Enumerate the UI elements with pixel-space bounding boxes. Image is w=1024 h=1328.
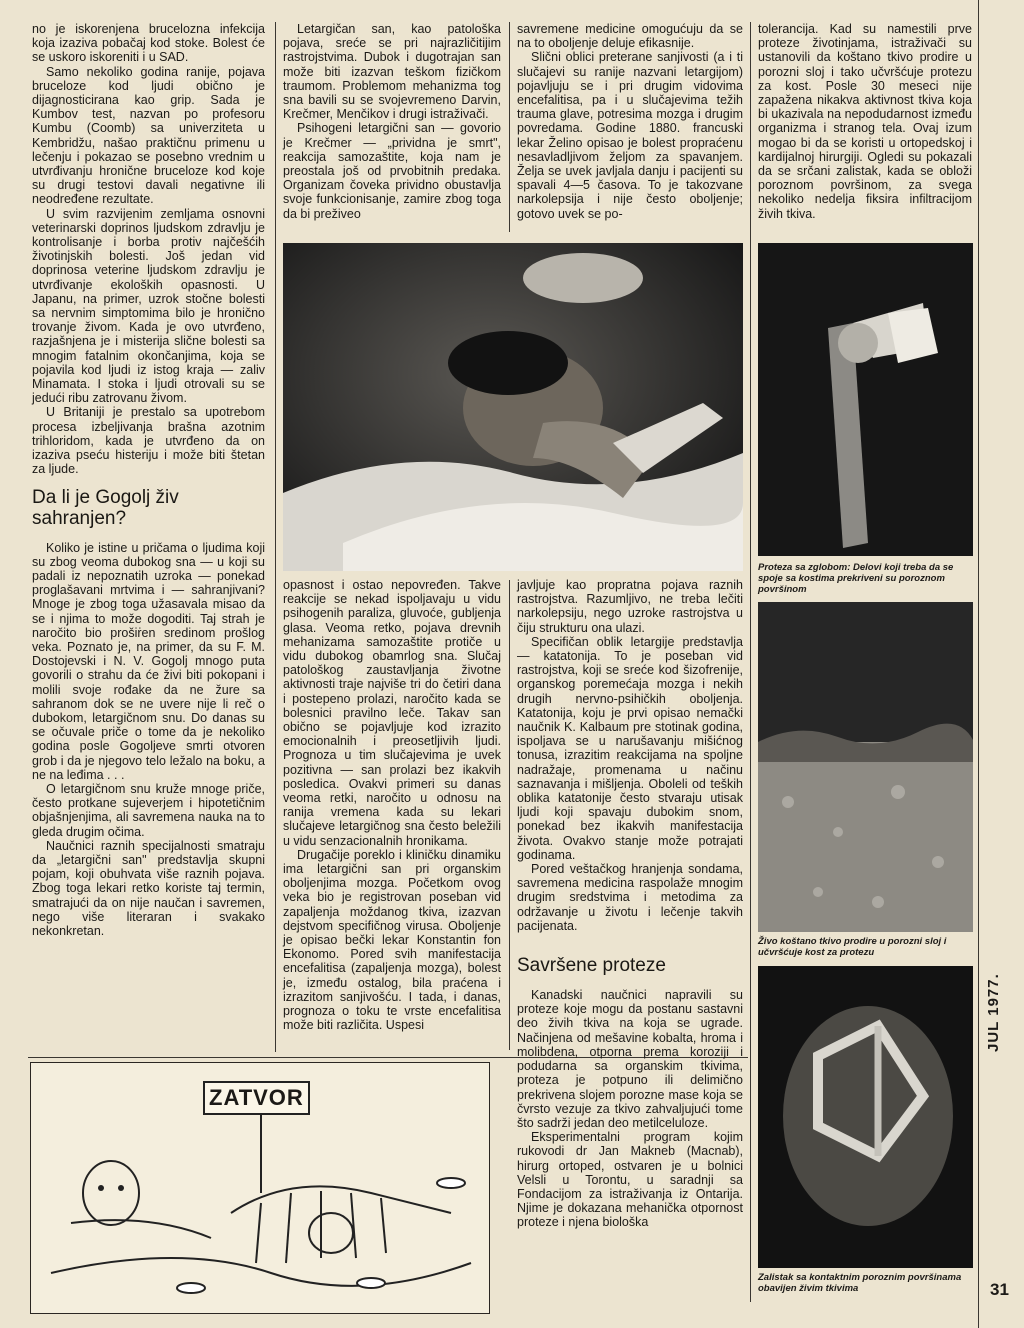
col3-paragraph: javljuje kao propratna pojava raznih rastrojstva. Razumljivo, ne treba lečiti narkolepsiju, nego uzroke rastrojstva u čiju strukturu ona ulazi.	[517, 578, 743, 635]
caption-3: Zalistak sa kontaktnim poroznim površinama obavijen živim tkivima	[758, 1272, 962, 1294]
col2-paragraph: Drugačije poreklo i kliničku dinamiku ima letargični san pri organskim oboljenjima mozga. Početkom ovog veka bio je registrovan poseban vid zapaljenja moždanog tkiva, izazvan dejstvom specifičnog virusa. Oboljenje je opisao bečki lekar Konstantin fon Ekonomo. Pored svih manifestacija encefalitisa (zapaljenja mozga), bolest je, između ostalog, bila praćena i izrazitom sanjivošću. I tada, i danas, prognoza o toku te vrste encefalitisa može biti različita. Uspesi	[283, 847, 501, 1033]
caption-2: Živo koštano tkivo prodire u porozni sloj i učvršćuje kost za protezu	[758, 936, 947, 958]
gogolj-heading: Da li je Gogolj živ sahranjen?	[32, 486, 179, 529]
page-number: 31	[990, 1280, 1009, 1299]
col2-paragraph: Psihogeni letargični san — govorio je Krečmer — „prividna je smrt", reakcija samozaštite, koja nam je preostala još od prvobitnih predaka. Organizam čoveka prividno obustavlja svoje funkcionisanje, zamire zbog toga da bi preživeo	[283, 121, 501, 221]
prosthesis-joint-photo	[758, 243, 973, 556]
column-3-bottom	[517, 578, 743, 1230]
issue-date: JUL 1977.	[985, 973, 1002, 1053]
page-edge-rule	[978, 0, 979, 1328]
column-2-top	[283, 22, 501, 221]
col3-paragraph: Eksperimentalni program kojim rukovodi dr Jan Makneb (Macnab), hirurg ortoped, ostvaren je u bolnici Velsli u Torontu, u saradnji sa Fondacijom za istraživanja iz Ontarija. Njime je dokazana mehanička otpornost proteze i njena biološka	[517, 1130, 743, 1230]
col2-paragraph: opasnost i ostao nepovređen. Takve reakcije se nekad ispoljavaju u vidu psihogenih paraliza, gluvoće, gubljenja glasa. Veoma retko, pojava drevnih mehanizama samozaštite protiče u vidu dubokog obamrlog sna. Slučaj patološkog zaustavljanja životne aktivnosti traje najviše tri do četiri dana i postepeno prolazi, naročito kada se bolesnici pravilno leče. Takav san obično se pojavljuje kod izrazito emocionalnih i preosetljivih ljudi. Prognoza u tim slučajevima je uvek pozitivna — san prolazi bez ikakvih posledica. Ovakvi primeri su danas veoma retki, naročito u odnosu na ranija vremena kada su lekari slučajeve letargičnog sna često beležili u vidu senzacionalnih hronikama.	[283, 578, 501, 848]
col3-paragraph: Pored veštačkog hranjenja sondama, savremena medicina raspolaže mnogim drugim sredstvima i metodima za održavanje u životu i lečenje takvih pacijenata.	[517, 862, 743, 933]
col2-paragraph: Letargičan san, kao patološka pojava, sreće se pri najrazličitijim rastrojstvima. Dubok i dugotrajan san može biti izazvan teškom fizičkom traumom. Problemom mehanizma tog sna bavili su se svojevremeno Darvin, Krečmer, Menčikov i drugi istraživači.	[283, 22, 501, 122]
col4-paragraph: tolerancija. Kad su namestili prve proteze životinjama, istraživači su ustanovili da koštano tkivo prodire u porozni sloj i tako učvršćuje protezu za kost. Posle 30 meseci nije zapažena nikakva aktivnost tkiva koja bi ukazivala na nepodudarnost između organizma i stranog tela. Ovaj izum mogao bi da se koristi u ortopedskoj i kardijalnoj hirurgiji. Ogledi su pokazali da se srčani zalistak, kada se obloži poroznom površinom, za svega nekoliko nedelja fiksira infiltracijom živih tkiva.	[758, 22, 972, 221]
proteze-heading: Savršene proteze	[517, 955, 666, 977]
zatvor-sign: ZATVOR	[203, 1081, 310, 1115]
col1-paragraph: U Britaniji je prestalo sa upotrebom procesa izbeljivanja brašna azotnim trihloridom, kada je utvrđeno da on izaziva pseću histeriju i može biti štetan za ljude.	[32, 405, 265, 477]
col1-paragraph: Koliko je istine u pričama o ljudima koji su zbog veoma dubokog sna — u koji su padali iz nepoznatih uzroka — ponekad proglašavani mrtvima i — sahranjivani? Mnoge je zbog toga užasavala misao da se i njima to može dogoditi. Taj strah je naročito bio prošiṙen sredinom prošlog veka. Poznato je, na primer, da su F. M. Dostojevski i N. V. Gogolj mnogo puta govorili o strahu da će živi biti pokopani i molili svoje rođake da ne žure sa sahranom dok se ne uvere nije li reč o dubokom, letargičnom snu. Do danas su se očuvale priče o tome da je nekoliko godina posle Gogoljeve smrti otvoren grob i da je njegovo telo ležalo na boku, a ne na leđima . . .	[32, 540, 265, 782]
col3-paragraph: Slični oblici preterane sanjivosti (a i ti slučajevi su ranije nazvani letargijom) pojavljuju se i pri drugim vidovima encefalitisa, pa i u slučajevima težih trauma glave, potresima mozga i drugim povredama. Godine 1880. francuski lekar Želino opisao je bolest propraćenu nesavladljivom željom za spavanjem. Želja se uvek javljala danju i pacijenti su spavali 4—5 časova. To je takozvane narkolepsija i nije često oboljenje; gotovo uvek se po-	[517, 50, 743, 221]
column-3-top	[517, 22, 743, 221]
column-2-bottom	[283, 578, 501, 1033]
sleeping-man-photo	[283, 243, 743, 571]
column-rule-2	[509, 22, 510, 232]
heart-valve-photo	[758, 966, 973, 1268]
col1-paragraph: U svim razvijenim zemljama osnovni veterinarski doprinos ljudskom zdravlju je kontrolisanje i borba protiv najčešćih životinjskih bolesti. Još jedan vid doprinosa veterine ljudskom zdravlju je utvrđivanje ekoloških opasnosti. U Japanu, na primer, uzrok stočne bolesti sa nervnim simptomima bilo je hronično trovanje živom. Kada je ovo utvrđeno, razjašnjena je i misterija slične bolesti sa mnogim fatalnim okončanjima, koja se pojavila kod ljudi iz istog kraja — zaliv Minamata. I stoka i ljudi otrovali su se jedući ribu zatrovanu živom.	[32, 206, 265, 406]
col1-paragraph: Samo nekoliko godina ranije, pojava bruceloze kod ljudi obično je dijagnosticirana kao grip. Sada je Kumbov test, nazvan po profesoru Kumbu (Coomb) sa univerziteta u Kembridžu, našao praktičnu primenu u lečenju i pokazao se posebno vrednim u utvrđivanju hronične bruceloze kod koje su drugi testovi davali negativne ili neodređene rezultate.	[32, 64, 265, 207]
caption-1: Proteza sa zglobom: Delovi koji treba da se spoje sa kostima prekriveni su poroznom površinom	[758, 562, 954, 595]
col3-paragraph: Kanadski naučnici napravili su proteze koje mogu da postanu sastavni deo živih tkiva na koja se ugrade. Načinjena od mešavine kobalta, hroma i molibdena, otporna prema koroziji i podudarna sa organskim tkivima, proteza je potpuno ili delimično prekrivena slojem porozne mase koja se čvrsto vezuje za tkivo zahvaljujući tome što sadrži jedan deo metilcelulozе.	[517, 988, 743, 1130]
column-rule-3	[750, 22, 751, 1302]
col1-paragraph: O letargičnom snu kruže mnoge priče, često protkane sujeverjem i hipotetičnim objašnjenjima, ali savremena nauka na to gleda drugim očima.	[32, 781, 265, 839]
bone-tissue-photo	[758, 602, 973, 932]
col3-paragraph: savremene medicine omogućuju da se na to oboljenje deluje efikasnije.	[517, 22, 743, 51]
col1-paragraph: Naučnici raznih specijalnosti smatraju da „letargični san" predstavlja skupni pojam, koji obuhvata više raznih pojava. Zbog toga lekari retko koriste taj termin, smatrajući da on nije naučan i savremen, nego više literaran i svakako nekonkretan.	[32, 838, 265, 938]
column-4-top	[758, 22, 972, 221]
column-rule-1	[275, 22, 276, 1052]
column-rule-4	[509, 580, 510, 1050]
col3-paragraph: Specifičan oblik letargije predstavlja — katatonija. To je poseban vid rastrojstva, koji se sreće kod šizofrenije, organskog poremećaja mozga i nekih drugih nervno-psihičkih oboljenja. Katatonija, koju je prvi opisao nemački naučnik K. Kalbaum pre stotinak godina, ispoljava se u narušavanju mišićnog tonusa, izrazitim reakcijama na spoljne nadražaje, promenama u načinu saznavanja i mišljenja. Oboleli od teških oblika katatonije često stvaraju utisak ljudi koji spavaju dubokim snom, ponekad bez ikakvih manifestacija života. Ovakvo stanje može potrajati godinama.	[517, 634, 743, 862]
column-1	[32, 22, 265, 938]
col1-paragraph: no je iskorenjena brucelozna infekcija koja izaziva pobačaj kod stoke. Bolest će se uskoro iskoreniti i u SAD.	[32, 22, 265, 65]
cartoon-illustration	[30, 1062, 490, 1314]
